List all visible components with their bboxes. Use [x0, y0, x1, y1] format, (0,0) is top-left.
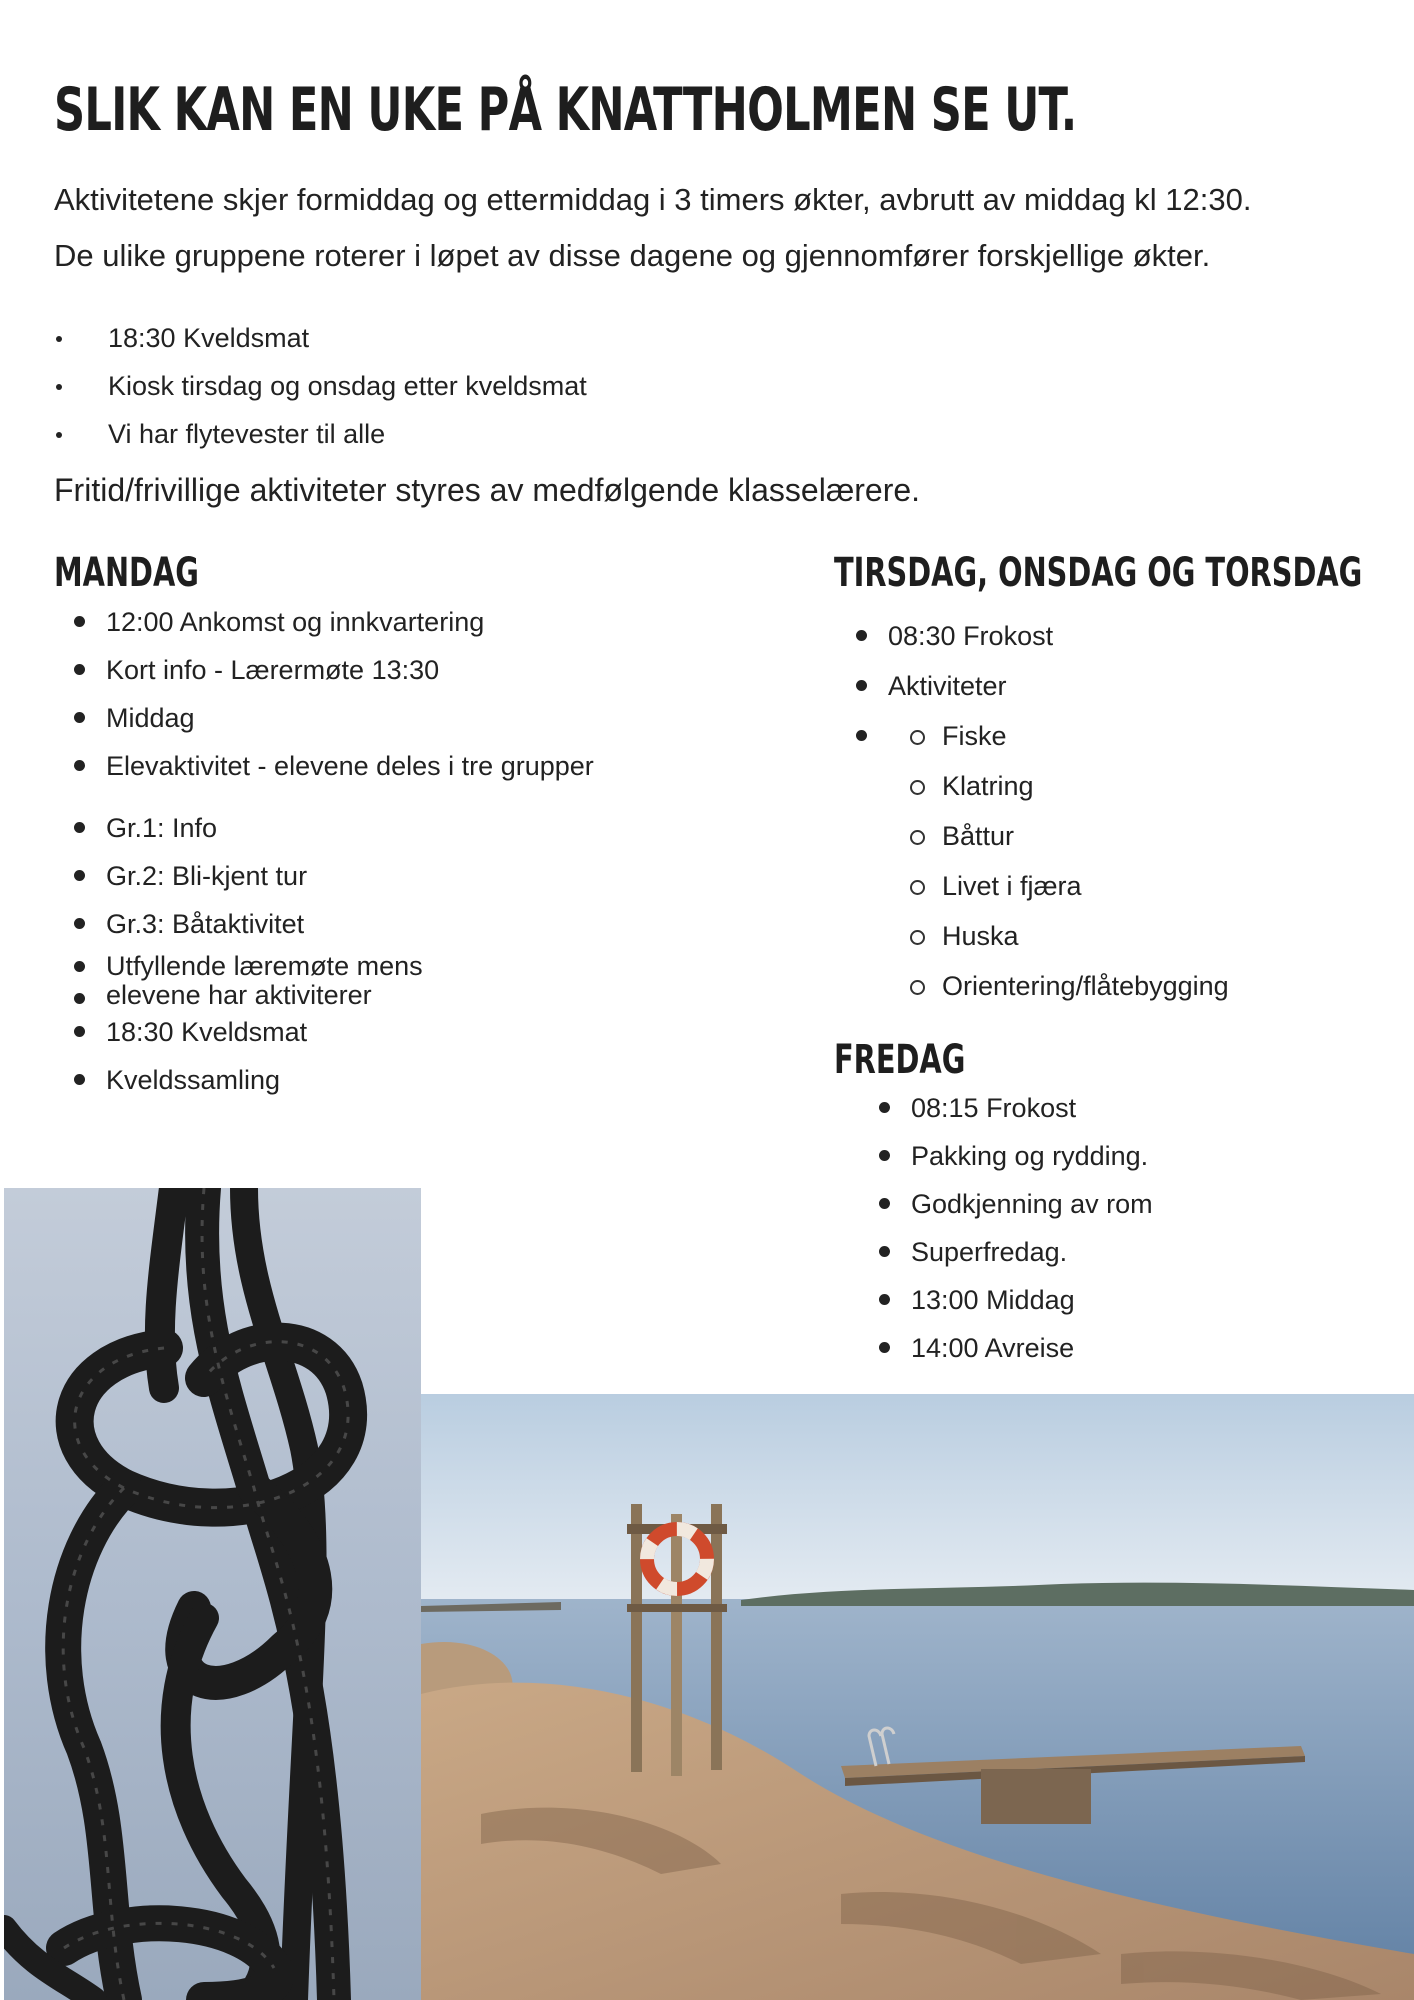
list-item: Elevaktivitet - elevene deles i tre grupper — [106, 742, 594, 790]
coast-illustration — [421, 1394, 1414, 2000]
rope-knot-photo — [4, 1188, 421, 2000]
mandag-heading: MANDAG — [54, 550, 199, 596]
mandag-list — [106, 598, 594, 1104]
list-item: Kiosk tirsdag og onsdag etter kveldsmat — [54, 362, 587, 410]
list-item: Gr.3: Båtaktivitet — [106, 900, 594, 948]
intro-line-1: Aktivitetene skjer formiddag og ettermiddag i 3 timers økter, avbrutt av middag kl 12:30. — [54, 182, 1252, 217]
activities-sublist — [942, 711, 1229, 1011]
sublist-item: Klatring — [942, 761, 1229, 811]
list-item: Pakking og rydding. — [911, 1132, 1153, 1180]
intro-text — [54, 172, 1252, 284]
list-item: Vi har flytevester til alle — [54, 410, 587, 458]
sublist-item: Fiske — [942, 711, 1229, 761]
list-item-line-1: Utfyllende læremøte mens — [106, 951, 423, 981]
sublist-item: Huska — [942, 911, 1229, 961]
list-item: Superfredag. — [911, 1228, 1153, 1276]
list-item — [106, 948, 594, 1008]
list-item: Aktiviteter — [888, 661, 1229, 711]
list-item: 13:00 Middag — [911, 1276, 1153, 1324]
list-item: 18:30 Kveldsmat — [106, 1008, 594, 1056]
list-item: Kort info - Lærermøte 13:30 — [106, 646, 594, 694]
fredag-heading: FREDAG — [834, 1037, 966, 1083]
intro-line-2: De ulike gruppene roterer i løpet av disse dagene og gjennomfører forskjellige økter. — [54, 238, 1211, 273]
list-item: Gr.2: Bli-kjent tur — [106, 852, 594, 900]
list-item: Godkjenning av rom — [911, 1180, 1153, 1228]
list-item: Middag — [106, 694, 594, 742]
sublist-item: Orientering/flåtebygging — [942, 961, 1229, 1011]
list-item: 18:30 Kveldsmat — [54, 314, 587, 362]
lifebuoy-stand — [627, 1504, 727, 1776]
tirsdag-onsdag-torsdag-list — [888, 611, 1229, 1011]
list-item: Gr.1: Info — [106, 804, 594, 852]
fritid-text: Fritid/frivillige aktiviteter styres av medfølgende klasselærere. — [54, 472, 921, 508]
list-item: 14:00 Avreise — [911, 1324, 1153, 1372]
sublist-item: Båttur — [942, 811, 1229, 861]
list-item: 08:30 Frokost — [888, 611, 1229, 661]
tirsdag-onsdag-torsdag-heading: TIRSDAG, ONSDAG OG TORSDAG — [834, 550, 1363, 596]
rope-knot-illustration — [4, 1188, 421, 2000]
page-title: SLIK KAN EN UKE PÅ KNATTHOLMEN SE UT. — [54, 75, 1077, 145]
activities-container — [888, 711, 1229, 1011]
list-item: Kveldssamling — [106, 1056, 594, 1104]
sublist-item: Livet i fjæra — [942, 861, 1229, 911]
list-item: 12:00 Ankomst og innkvartering — [106, 598, 594, 646]
general-notes-list — [54, 314, 587, 458]
list-item-line-2: elevene har aktiviterer — [106, 981, 594, 1010]
fredag-list — [911, 1084, 1153, 1372]
coast-pier-photo — [421, 1394, 1414, 2000]
list-item: 08:15 Frokost — [911, 1084, 1153, 1132]
